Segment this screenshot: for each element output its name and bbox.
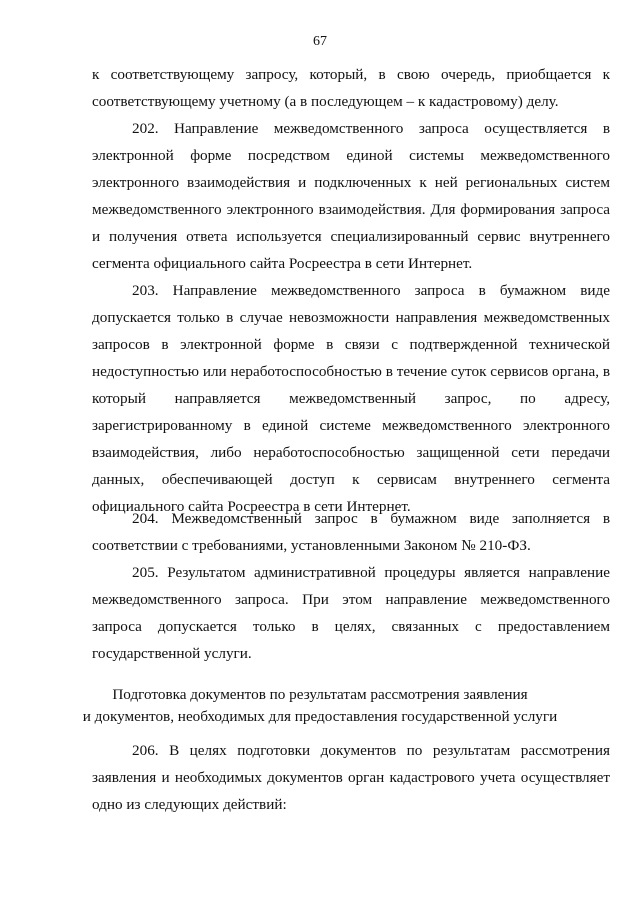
paragraph-continuation: к соответствующему запросу, который, в свою очередь, приобщается к соответствующему учетному (а в последующем – к кадастровому) делу. [92,66,610,110]
paragraph-206: 206. В целях подготовки документов по результатам рассмотрения заявления и необходимых документов орган кадастрового учета осуществляет одно из следующих действий: [92,742,610,813]
section-heading-line-1: Подготовка документов по результатам рассмотрения заявления [112,686,528,703]
section-heading-line-2: и документов, необходимых для предоставления государственной услуги [82,708,558,725]
page-number: 67 [313,34,327,49]
paragraph-205: 205. Результатом административной процедуры является направление межведомственного запроса. При этом направление межведомственного запроса допускается только в целях, связанных с предоставлением государственной услуги. [92,564,610,662]
paragraph-203: 203. Направление межведомственного запроса в бумажном виде допускается только в случае невозможности направления межведомственных запросов в электронной форме в связи с подтвержденной технической недоступностью или неработоспособностью в течение суток сервисов органа, в который направляется межведомственный запрос, по адресу, зарегистрированному в единой системе межведомственного электронного взаимодействия, либо неработоспособностью защищенной сети передачи данных, обеспечивающей доступ к сервисам внутреннего сегмента официального сайта Росреестра в сети Интернет. [92,282,610,515]
section-heading [60,684,580,728]
paragraph-204: 204. Межведомственный запрос в бумажном виде заполняется в соответствии с требованиями, установленными Законом № 210-ФЗ. [92,510,610,554]
paragraph-202: 202. Направление межведомственного запроса осуществляется в электронной форме посредством единой системы межведомственного электронного взаимодействия и подключенных к ней региональных систем межведомственного электронного взаимодействия. Для формирования запроса и получения ответа используется специализированный сервис внутреннего сегмента официального сайта Росреестра в сети Интернет. [92,120,610,272]
